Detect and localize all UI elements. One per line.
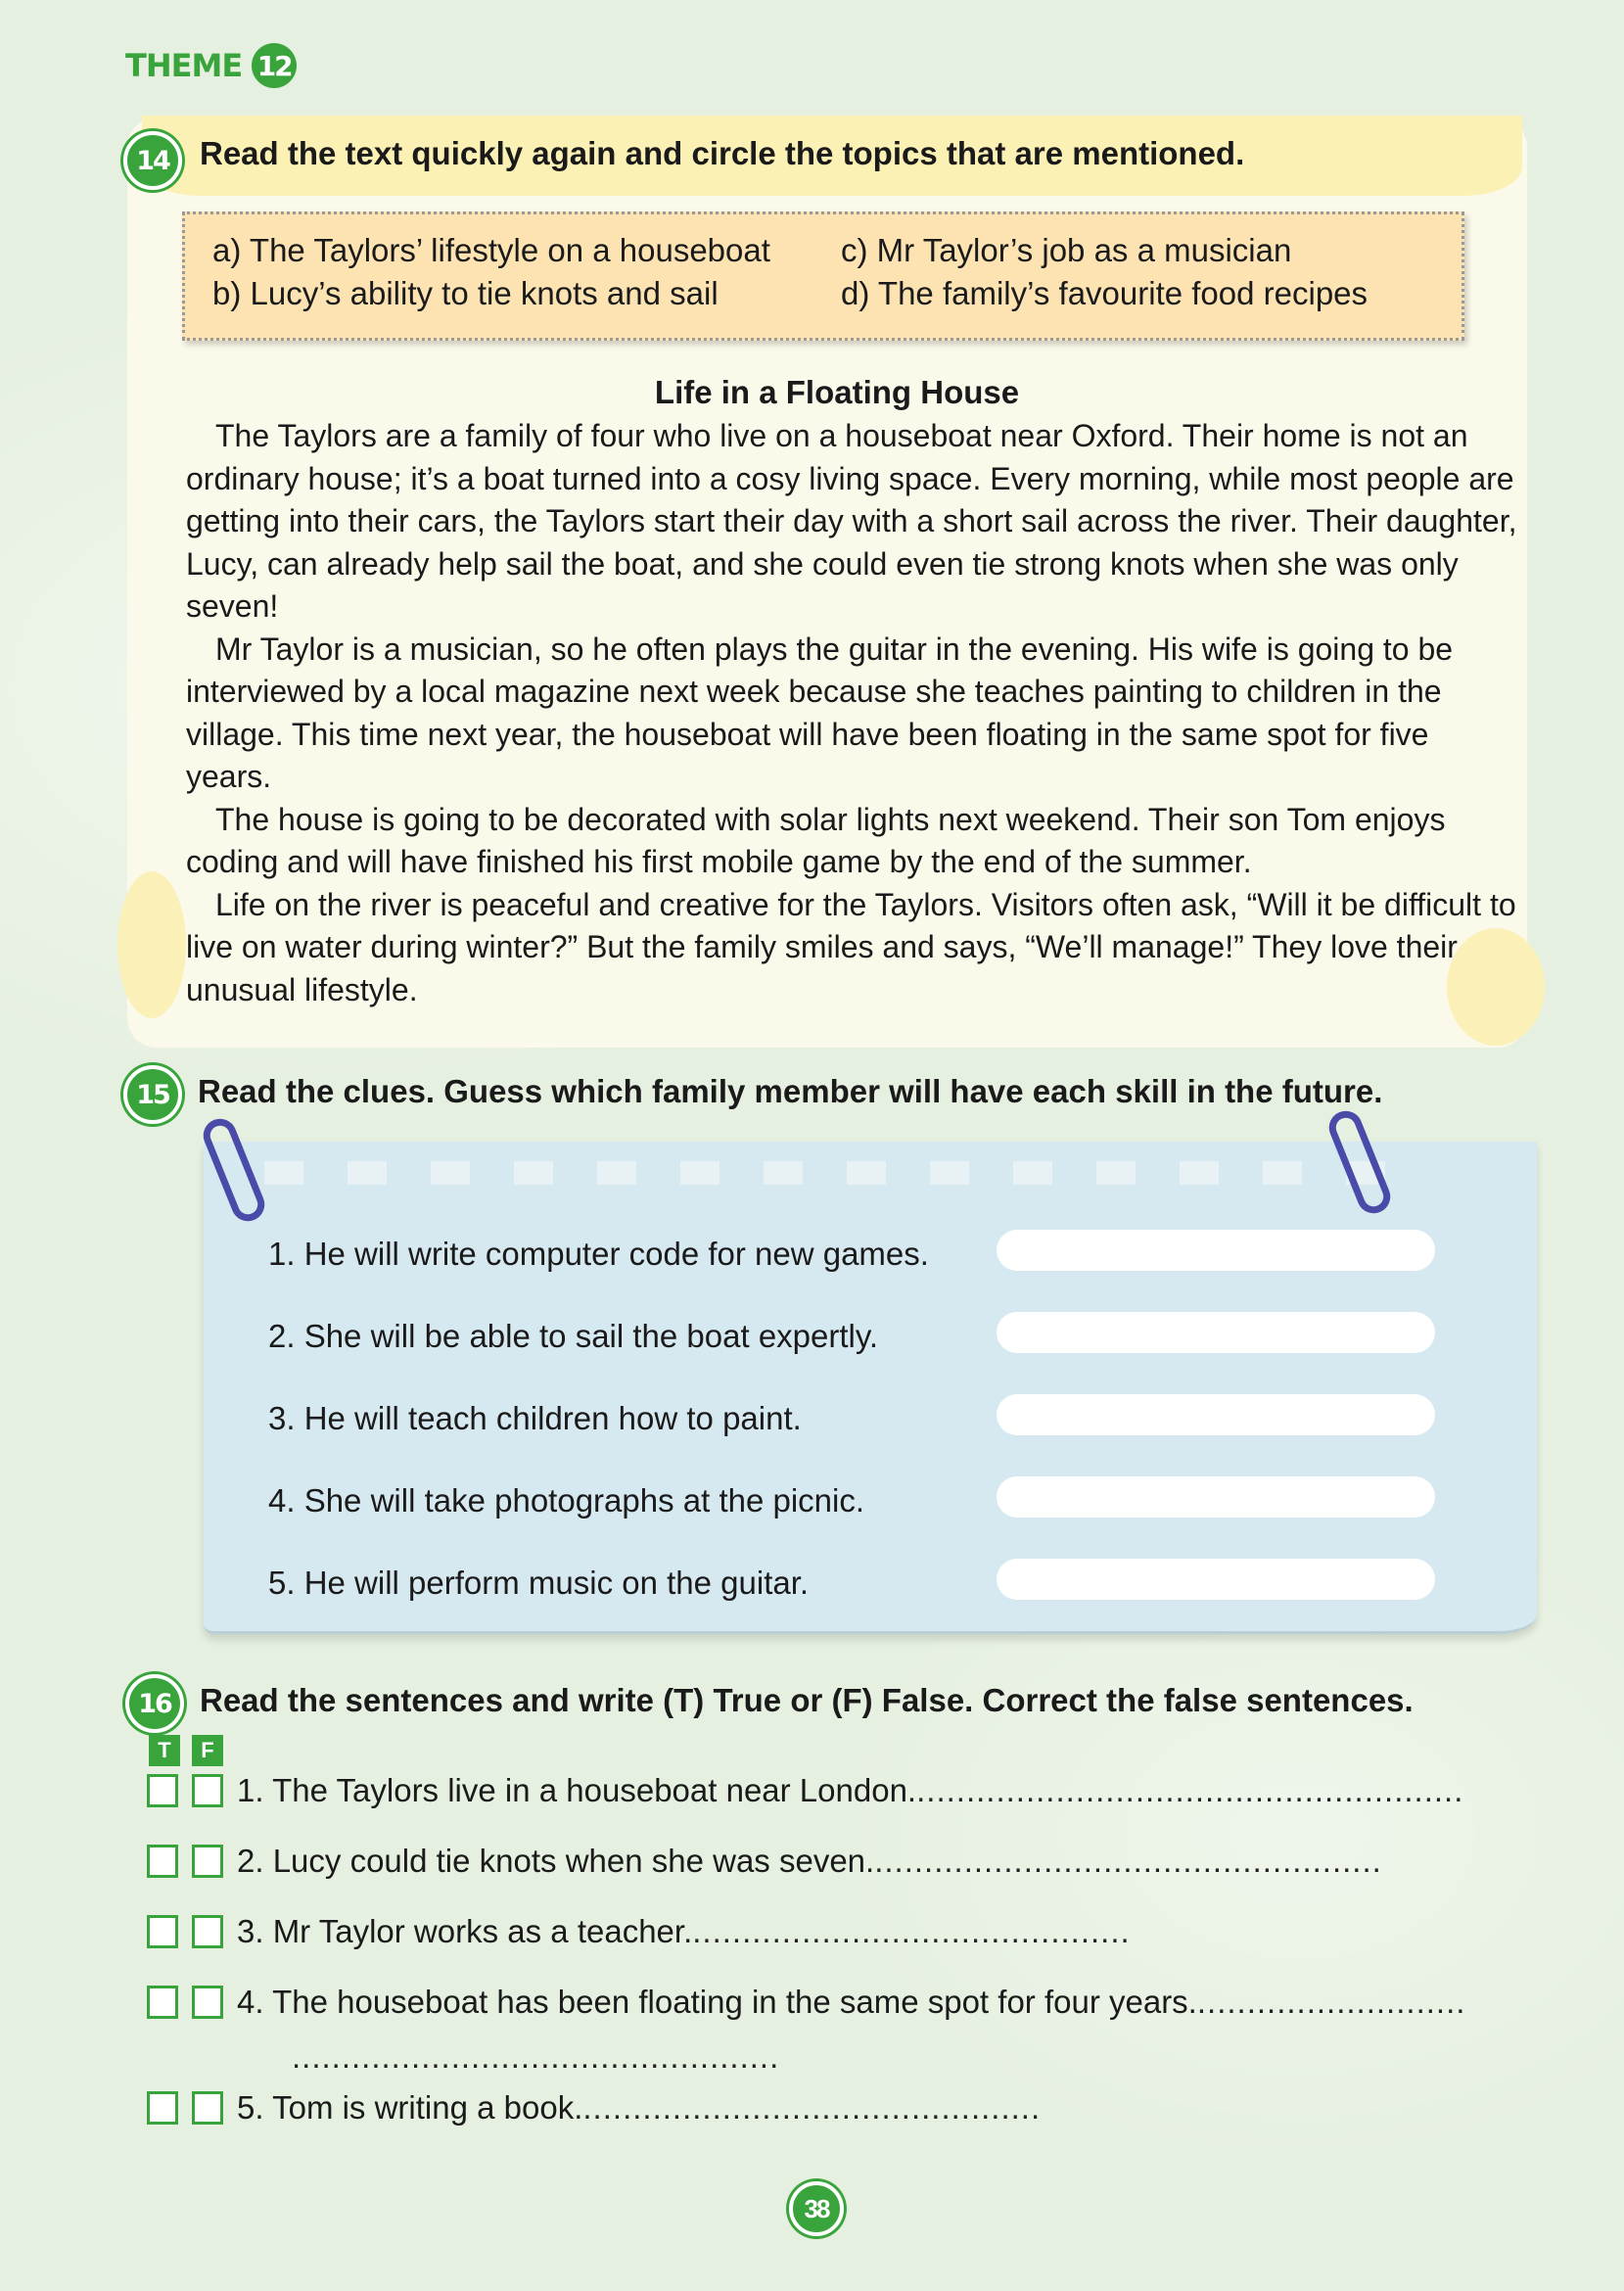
answer-field[interactable] [997, 1230, 1435, 1271]
passage-paragraph: Life on the river is peaceful and creative for the Taylors. Visitors often ask, “Will it be difficult to live on water during winter?” But the family smiles and says, “We’ll manage!” They love their unusual lifestyle. [186, 886, 1516, 1007]
clue-text: 3. He will teach children how to paint. [268, 1400, 802, 1436]
topics-box [182, 211, 1464, 341]
exercise-15-instruction: Read the clues. Guess which family member will have each skill in the future. [198, 1073, 1383, 1109]
passage-paragraph: The Taylors are a family of four who live on a houseboat near Oxford. Their home is not an ordinary house; it’s a boat turned into a cosy living space. Every morning, while most people are getting into their cars, the Taylors start their day with a short sail across the river. Their daughter, Lucy, can already help sail the boat, and she could even tie strong knots when she was only seven! [186, 418, 1517, 624]
exercise-16-number: 16 [125, 1674, 184, 1733]
passage-paragraph: The house is going to be decorated with solar lights next weekend. Their son Tom enjoys coding and will have finished his first mobile game by the end of the summer. [186, 801, 1446, 879]
page-number: 38 [789, 2181, 844, 2236]
true-checkbox[interactable] [147, 1774, 178, 1807]
answer-field[interactable] [997, 1559, 1435, 1600]
false-checkbox[interactable] [192, 1915, 223, 1948]
topic-option-a[interactable]: a) The Taylors’ lifestyle on a houseboat [212, 232, 770, 268]
true-false-item [147, 1984, 1465, 2021]
correction-line-continued [292, 2038, 779, 2076]
clue-row [268, 1565, 1443, 1647]
clue-text: 2. She will be able to sail the boat expertly. [268, 1318, 879, 1354]
answer-field[interactable] [997, 1394, 1435, 1435]
topic-option-b[interactable]: b) Lucy’s ability to tie knots and sail [212, 275, 719, 311]
clue-row [268, 1400, 1443, 1482]
false-checkbox[interactable] [192, 1986, 223, 2019]
true-checkbox[interactable] [147, 2091, 178, 2125]
true-false-item [147, 1772, 1463, 1809]
clue-text: 5. He will perform music on the guitar. [268, 1565, 810, 1601]
true-false-item [147, 2089, 1041, 2127]
theme-label: THEME [125, 47, 243, 84]
passage-paragraph: Mr Taylor is a musician, so he often plays the guitar in the evening. His wife is going to be interviewed by a local magazine next week because she teaches painting to children in the village. This time next year, the houseboat will have been floating in the same spot for five years. [186, 631, 1454, 794]
decorative-blob [117, 871, 186, 1018]
correction-line[interactable]: ........................... [1196, 1984, 1466, 2020]
statement-text: 1. The Taylors live in a houseboat near London. [237, 1772, 917, 1808]
statement-text: 5. Tom is writing a book. [237, 2089, 583, 2126]
correction-line[interactable]: ............................................ [692, 1913, 1131, 1949]
topic-option-d[interactable]: d) The family’s favourite food recipes [841, 275, 1369, 311]
true-false-header [149, 1735, 223, 1766]
theme-number-badge: 12 [252, 43, 297, 88]
exercise-14-instruction: Read the text quickly again and circle the topics that are mentioned. [200, 135, 1245, 171]
clue-row [268, 1318, 1443, 1400]
false-label: F [192, 1735, 223, 1766]
correction-line[interactable]: .............................................. [582, 2089, 1042, 2126]
exercise-15-number: 15 [123, 1065, 182, 1124]
statement-text: 2. Lucy could tie knots when she was seven. [237, 1843, 875, 1879]
answer-field[interactable] [997, 1476, 1435, 1518]
topic-option-c[interactable]: c) Mr Taylor’s job as a musician [841, 232, 1292, 268]
statement-text: 4. The houseboat has been floating in the same spot for four years. [237, 1984, 1197, 2020]
clue-row [268, 1236, 1443, 1318]
correction-line[interactable]: ................................................. [292, 2038, 780, 2075]
clue-text: 1. He will write computer code for new games. [268, 1236, 929, 1272]
correction-line[interactable]: ................................................... [874, 1843, 1382, 1879]
reading-passage [186, 415, 1517, 1011]
answer-field[interactable] [997, 1312, 1435, 1353]
exercise-16-instruction: Read the sentences and write (T) True or (F) False. Correct the false sentences. [200, 1682, 1414, 1718]
true-false-item [147, 1843, 1382, 1880]
true-checkbox[interactable] [147, 1845, 178, 1878]
clue-row [268, 1482, 1443, 1565]
false-checkbox[interactable] [192, 1774, 223, 1807]
false-checkbox[interactable] [192, 2091, 223, 2125]
true-label: T [149, 1735, 180, 1766]
true-false-item [147, 1913, 1131, 1950]
correction-line[interactable]: ....................................................... [916, 1772, 1464, 1808]
true-checkbox[interactable] [147, 1986, 178, 2019]
clue-list [268, 1236, 1443, 1647]
exercise-14-number: 14 [123, 131, 182, 190]
statement-text: 3. Mr Taylor works as a teacher. [237, 1913, 693, 1949]
passage-title: Life in a Floating House [654, 374, 1020, 410]
clue-text: 4. She will take photographs at the picnic. [268, 1482, 865, 1519]
true-checkbox[interactable] [147, 1915, 178, 1948]
theme-header [125, 43, 297, 88]
note-perforation [264, 1161, 1478, 1185]
false-checkbox[interactable] [192, 1845, 223, 1878]
